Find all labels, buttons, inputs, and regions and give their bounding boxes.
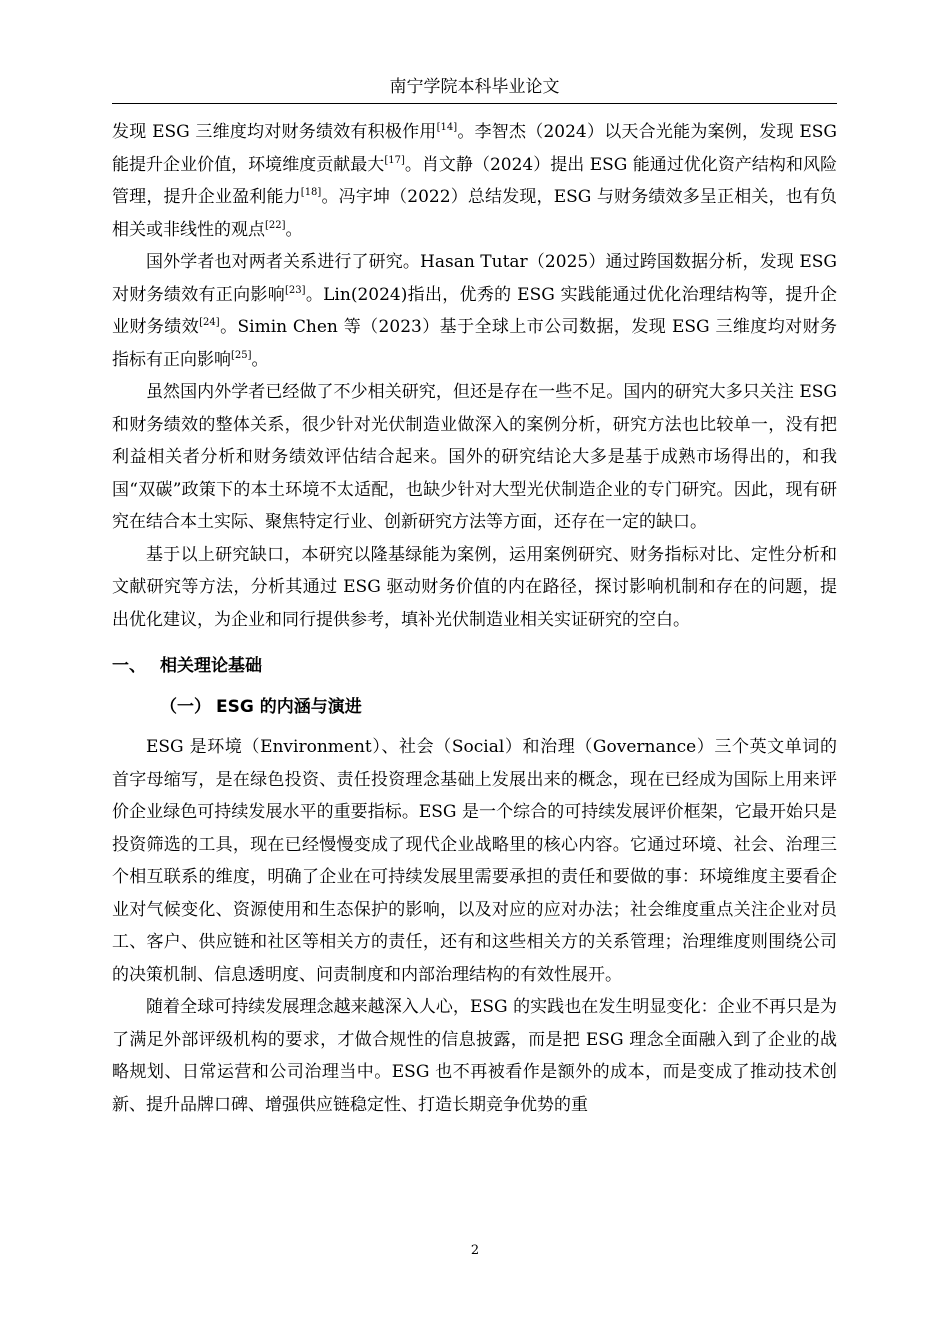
section-number: 一、 <box>112 656 146 676</box>
paragraph-text: 。李智杰（2024）以天合光能为案例，发现 ESG 能提升企业价值，环境维度贡献最大 <box>112 122 837 175</box>
body-paragraph <box>112 376 837 539</box>
paragraph-text: 国外学者也对两者关系进行了研究。Hasan Tutar（2025）通过跨国数据分析，发现 ESG 对财务绩效有正向影响 <box>112 252 837 305</box>
paragraph-text: 。冯宇坤（2022）总结发现，ESG 与财务绩效多呈正相关，也有负相关或非线性的观点 <box>112 187 838 240</box>
citation-mark: [23] <box>285 284 306 296</box>
paragraph-text: 发现 ESG 三维度均对财务绩效有积极作用 <box>112 122 437 142</box>
page-body <box>112 116 837 1121</box>
body-paragraph <box>112 991 837 1121</box>
subsection-heading <box>112 691 837 724</box>
body-paragraph <box>112 539 837 637</box>
paragraph-text: 虽然国内外学者已经做了不少相关研究，但还是存在一些不足。国内的研究大多只关注 ESG 和财务绩效的整体关系，很少针对光伏制造业做深入的案例分析，研究方法也比较单一，没有把利益相关者分析和财务绩效评估结合起来。国外的研究结论大多是基于成熟市场得出的，和我国“双碳”政策下的本土环境不太适配，也缺少针对大型光伏制造企业的专门研究。因此，现有研究在结合本土实际、聚焦特定行业、创新研究方法等方面，还存在一定的缺口。 <box>112 382 837 532</box>
paragraph-text: 。 <box>251 349 269 370</box>
paragraph-text: 。肖文静（2024）提出 ESG 能通过优化资产结构和风险管理，提升企业盈利能力 <box>112 154 837 207</box>
subsection-title: ESG 的内涵与演进 <box>216 696 362 717</box>
page-number: 2 <box>470 1243 480 1258</box>
citation-mark: [14] <box>436 122 458 133</box>
running-header: 南宁学院本科毕业论文 <box>112 75 837 104</box>
paragraph-text: 。Lin(2024)指出，优秀的 ESG 实践能通过优化治理结构等，提升企业财务绩效 <box>112 284 838 337</box>
body-paragraph <box>112 116 837 246</box>
paragraph-text: ESG 是环境（Environment）、社会（Social）和治理（Governance）三个英文单词的首字母缩写，是在绿色投资、责任投资理念基础上发展出来的概念，现在已经成为国际上用来评价企业绿色可持续发展水平的重要指标。ESG 是一个综合的可持续发展评价框架，它最开始只是投资筛选的工具，现在已经慢慢变成了现代企业战略里的核心内容。它通过环境、社会、治理三个相互联系的维度，明确了企业在可持续发展里需要承担的责任和要做的事：环境维度主要看企业对气候变化、资源使用和生态保护的影响，以及对应的应对办法；社会维度重点关注企业对员工、客户、供应链和社区等相关方的责任，还有和这些相关方的关系管理；治理维度则围绕公司的决策机制、信息透明度、问责制度和内部治理结构的有效性展开。 <box>112 737 837 985</box>
paragraph-text: 。Simin Chen 等（2023）基于全球上市公司数据，发现 ESG 三维度均对财务指标有正向影响 <box>112 317 837 370</box>
esg-definition-paragraphs <box>112 731 837 1121</box>
paragraph-text: 随着全球可持续发展理念越来越深入人心，ESG 的实践也在发生明显变化：企业不再只是为了满足外部评级机构的要求，才做合规性的信息披露，而是把 ESG 理念全面融入到了企业的战略规划、日常运营和公司治理当中。ESG 也不再被看作是额外的成本，而是变成了推动技术创新、提升品牌口碑、增强供应链稳定性、打造长期竞争优势的重 <box>112 997 837 1115</box>
literature-review-paragraphs <box>112 116 837 636</box>
section-heading <box>112 650 837 683</box>
subsection-number: （一） <box>160 696 211 717</box>
citation-mark: [18] <box>300 187 322 198</box>
body-paragraph <box>112 246 837 376</box>
citation-mark: [22] <box>265 219 286 231</box>
paragraph-text: 。 <box>285 219 303 240</box>
paragraph-text: 基于以上研究缺口，本研究以隆基绿能为案例，运用案例研究、财务指标对比、定性分析和文献研究等方法，分析其通过 ESG 驱动财务价值的内在路径，探讨影响机制和存在的问题，提出优化建议，为企业和同行提供参考，填补光伏制造业相关实证研究的空白。 <box>112 544 837 630</box>
citation-mark: [17] <box>384 154 405 166</box>
citation-mark: [24] <box>199 317 220 328</box>
section-title: 相关理论基础 <box>160 656 262 676</box>
citation-mark: [25] <box>231 349 252 361</box>
body-paragraph <box>112 731 837 991</box>
